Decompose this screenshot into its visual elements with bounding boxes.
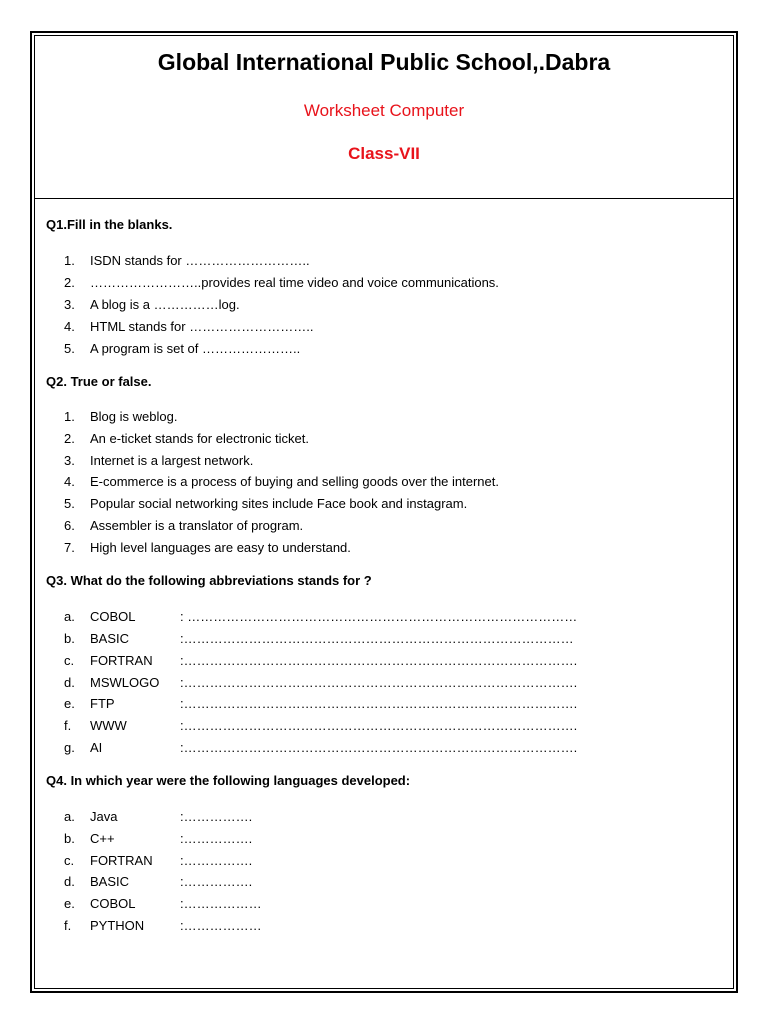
item-number: 5. (64, 341, 75, 356)
q1-item (64, 296, 240, 314)
item-letter: a. (64, 609, 75, 624)
q2-item (64, 517, 303, 535)
item-number: 4. (64, 319, 75, 334)
item-text: A program is set of ………………….. (90, 341, 301, 356)
item-letter: g. (64, 740, 75, 755)
header-divider (34, 198, 734, 199)
q2-item (64, 430, 309, 448)
q2-item (64, 495, 467, 513)
item-letter: d. (64, 874, 75, 889)
answer-blank: :……………. (180, 853, 253, 868)
item-term: Java (90, 809, 118, 824)
answer-blank: :……………… (180, 896, 262, 911)
item-text: Blog is weblog. (90, 409, 178, 424)
item-term: PYTHON (90, 918, 145, 933)
q4-item (64, 808, 253, 826)
q3-item (64, 630, 574, 648)
item-letter: a. (64, 809, 75, 824)
q3-item (64, 739, 578, 757)
item-text: A blog is a ……………log. (90, 297, 240, 312)
item-number: 4. (64, 474, 75, 489)
q4-heading: Q4. In which year were the following languages developed: (46, 773, 411, 788)
q1-heading: Q1.Fill in the blanks. (46, 217, 173, 232)
q4-item (64, 830, 253, 848)
item-number: 2. (64, 275, 75, 290)
item-letter: f. (64, 918, 72, 933)
item-term: AI (90, 740, 103, 755)
item-letter: b. (64, 831, 75, 846)
item-term: FORTRAN (90, 653, 153, 668)
item-text: Internet is a largest network. (90, 453, 254, 468)
answer-blank: : ……………………………………………………………………………… (180, 609, 578, 624)
q3-heading: Q3. What do the following abbreviations stands for ? (46, 573, 372, 588)
q4-item (64, 917, 262, 935)
q1-item (64, 318, 313, 336)
q4-item (64, 852, 253, 870)
item-number: 1. (64, 253, 75, 268)
answer-blank: :……………. (180, 831, 253, 846)
item-term: C++ (90, 831, 115, 846)
item-letter: b. (64, 631, 75, 646)
answer-blank: :………………………………………………………………………………. (180, 675, 578, 690)
item-number: 2. (64, 431, 75, 446)
q3-item (64, 652, 578, 670)
worksheet-subtitle: Worksheet Computer (303, 101, 465, 120)
q1-item (64, 252, 310, 270)
item-term: FTP (90, 696, 115, 711)
item-text: ISDN stands for ……………………….. (90, 253, 310, 268)
item-term: BASIC (90, 874, 130, 889)
answer-blank: :……………. (180, 874, 253, 889)
item-text: Assembler is a translator of program. (90, 518, 304, 533)
item-text: High level languages are easy to understand. (90, 540, 351, 555)
q2-item (64, 452, 253, 470)
item-letter: e. (64, 696, 75, 711)
q2-heading: Q2. True or false. (46, 374, 152, 389)
q3-item (64, 674, 578, 692)
item-number: 6. (64, 518, 75, 533)
item-term: FORTRAN (90, 853, 153, 868)
answer-blank: :……………. (180, 809, 253, 824)
answer-blank: :………………………………………………………………………………. (180, 740, 578, 755)
q3-item (64, 608, 578, 626)
item-term: COBOL (90, 896, 136, 911)
class-label: Class-VII (348, 144, 420, 163)
item-letter: c. (64, 853, 75, 868)
item-term: BASIC (90, 631, 130, 646)
item-number: 5. (64, 496, 75, 511)
item-number: 7. (64, 540, 75, 555)
q3-item (64, 717, 578, 735)
item-letter: c. (64, 653, 75, 668)
item-term: COBOL (90, 609, 136, 624)
q2-item (64, 473, 499, 491)
answer-blank: :………………………………………………………………………………. (180, 653, 578, 668)
q2-item (64, 539, 351, 557)
answer-blank: :………………………………………………………………………………. (180, 718, 578, 733)
item-term: MSWLOGO (90, 675, 160, 690)
answer-blank: :……………… (180, 918, 262, 933)
item-letter: f. (64, 718, 72, 733)
item-text: An e-ticket stands for electronic ticket. (90, 431, 309, 446)
answer-blank: :……………………………………………………………………………… (180, 631, 574, 646)
q4-item (64, 895, 262, 913)
school-name: Global International Public School,.Dabra (157, 49, 611, 75)
item-text: E-commerce is a process of buying and selling goods over the internet. (90, 474, 499, 489)
q2-item (64, 408, 177, 426)
item-number: 3. (64, 297, 75, 312)
answer-blank: :………………………………………………………………………………. (180, 696, 578, 711)
q4-item (64, 873, 253, 891)
q3-item (64, 695, 578, 713)
item-letter: e. (64, 896, 75, 911)
item-text: ……………………..provides real time video and voice communications. (90, 275, 499, 290)
q1-item (64, 340, 300, 358)
item-text: HTML stands for ……………………….. (90, 319, 314, 334)
q1-item (64, 274, 499, 292)
item-text: Popular social networking sites include Face book and instagram. (90, 496, 468, 511)
item-letter: d. (64, 675, 75, 690)
item-term: WWW (90, 718, 127, 733)
item-number: 1. (64, 409, 75, 424)
item-number: 3. (64, 453, 75, 468)
